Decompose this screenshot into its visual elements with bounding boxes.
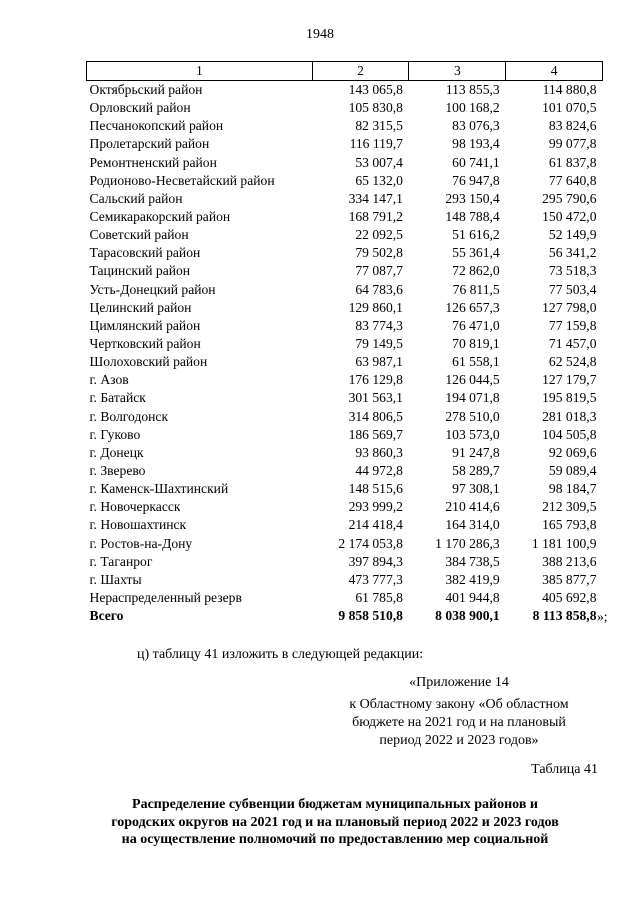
table-row [87,444,603,462]
value-2023: 150 472,0 [542,209,597,225]
column-header-3: 3 [409,62,506,81]
quote-close-mark: »; [597,609,608,624]
table-row [87,335,603,353]
value-2022: 103 573,0 [445,426,500,442]
table-row [87,154,603,172]
table-row [87,262,603,280]
table-row [87,99,603,117]
table-row [87,299,603,317]
value-2022: 293 150,4 [445,190,500,206]
table-row [87,81,603,100]
appendix-title: «Приложение 14 [409,675,509,690]
row-name: г. Шахты [89,571,142,587]
row-name: Песчанокопский район [89,118,224,134]
table-row [87,208,603,226]
row-name: г. Донецк [89,444,144,460]
row-name: Октябрьский район [89,82,203,98]
value-2022: 126 657,3 [445,299,500,315]
value-2022: 278 510,0 [445,408,500,424]
appendix-line-1: к Областному закону «Об областном [349,697,569,712]
value-2023: 114 880,8 [542,82,597,98]
table-row [87,426,603,444]
value-2023: 92 069,6 [548,444,597,460]
value-2021: 314 806,5 [348,408,403,424]
value-2022: 60 741,1 [452,154,500,170]
value-2023: 295 790,6 [542,190,597,206]
table-row [87,553,603,571]
table-row [87,317,603,335]
value-2022: 55 361,4 [452,245,500,261]
value-2022: 194 071,8 [445,390,500,406]
column-header-1: 1 [87,62,313,81]
value-2022: 126 044,5 [445,372,500,388]
value-2021: 65 132,0 [355,172,403,188]
table-row [87,281,603,299]
value-2023: 1 181 100,9 [531,535,597,551]
value-2021: 116 119,7 [349,136,403,152]
value-2021: 214 418,4 [348,517,403,533]
total-value-2021: 9 858 510,8 [338,608,403,624]
table-row [87,462,603,480]
value-2023: 195 819,5 [542,390,597,406]
value-2022: 97 308,1 [452,481,500,497]
table-row [87,371,603,389]
budget-table [86,61,603,625]
value-2021: 397 894,3 [348,553,403,569]
value-2022: 76 471,0 [452,317,500,333]
total-label: Всего [89,608,124,624]
table-row [87,190,603,208]
value-2021: 2 174 053,8 [338,535,403,551]
value-2022: 100 168,2 [445,100,500,116]
value-2022: 70 819,1 [452,336,500,352]
value-2021: 301 563,1 [348,390,403,406]
page-number: 1948 [306,27,334,42]
value-2023: 83 824,6 [548,118,597,134]
value-2023: 71 457,0 [548,336,597,352]
value-2023: 62 524,8 [548,354,597,370]
table-row [87,589,603,607]
value-2022: 83 076,3 [452,118,500,134]
row-name: г. Каменск-Шахтинский [89,481,229,497]
table-row [87,117,603,135]
row-name: Орловский район [89,100,191,116]
value-2021: 176 129,8 [348,372,403,388]
row-name: Усть-Донецкий район [89,281,216,297]
table-row [87,480,603,498]
row-name: Советский район [89,227,189,243]
value-2023: 73 518,3 [548,263,597,279]
value-2021: 63 987,1 [355,354,403,370]
value-2021: 79 502,8 [355,245,403,261]
value-2023: 385 877,7 [542,571,597,587]
appendix-line-2: бюджете на 2021 год и на плановый [352,715,566,730]
value-2021: 44 972,8 [355,463,403,479]
table-body [87,81,603,608]
value-2022: 210 414,6 [445,499,500,515]
value-2022: 76 947,8 [452,172,500,188]
value-2022: 113 855,3 [445,82,500,98]
value-2022: 51 616,2 [452,227,500,243]
row-name: г. Батайск [89,390,146,406]
total-row [87,607,603,625]
table-row [87,498,603,516]
heading-line-2: городских округов на 2021 год и на плановый период 2022 и 2023 годов [111,814,559,830]
table-row [87,226,603,244]
value-2022: 98 193,4 [452,136,500,152]
row-name: Родионово-Несветайский район [89,172,275,188]
value-2023: 61 837,8 [548,154,597,170]
value-2023: 59 089,4 [548,463,597,479]
value-2021: 105 830,8 [348,100,403,116]
value-2023: 104 505,8 [542,426,597,442]
value-2023: 165 793,8 [542,517,597,533]
value-2022: 58 289,7 [452,463,500,479]
value-2023: 388 213,6 [542,553,597,569]
row-name: Ремонтненский район [89,154,217,170]
value-2021: 93 860,3 [355,444,403,460]
value-2021: 293 999,2 [348,499,403,515]
row-name: г. Гуково [89,426,141,442]
table-row [87,172,603,190]
appendix-header [334,674,584,750]
value-2022: 148 788,4 [445,209,500,225]
value-2023: 77 640,8 [548,172,597,188]
table-row [87,244,603,262]
table-header-row [87,62,603,81]
row-name: г. Новошахтинск [89,517,187,533]
row-name: Тарасовский район [89,245,201,261]
value-2021: 22 092,5 [355,227,403,243]
row-name: г. Таганрог [89,553,153,569]
value-2023: 52 149,9 [548,227,597,243]
total-value-2023: 8 113 858,8 [532,608,597,624]
row-name: Чертковский район [89,336,201,352]
value-2022: 76 811,5 [452,281,500,297]
row-name: Сальский район [89,190,183,206]
value-2021: 129 860,1 [348,299,403,315]
value-2021: 61 785,8 [355,590,403,605]
value-2023: 405 692,8 [542,590,597,605]
value-2021: 186 569,7 [348,426,403,442]
value-2022: 164 314,0 [445,517,500,533]
value-2021: 143 065,8 [348,82,403,98]
row-name: Пролетарский район [89,136,210,152]
value-2021: 83 774,3 [355,317,403,333]
value-2022: 401 944,8 [445,590,500,605]
value-2021: 79 149,5 [355,336,403,352]
value-2022: 1 170 286,3 [435,535,500,551]
row-name: Тацинский район [89,263,191,279]
row-name: Шолоховский район [89,354,208,370]
value-2021: 148 515,6 [348,481,403,497]
value-2022: 72 862,0 [452,263,500,279]
value-2023: 56 341,2 [548,245,597,261]
value-2021: 473 777,3 [348,571,403,587]
value-2021: 168 791,2 [348,209,403,225]
heading-line-1: Распределение субвенции бюджетам муниципальных районов и [132,797,538,812]
value-2021: 77 087,7 [355,263,403,279]
value-2022: 382 419,9 [445,571,500,587]
value-2023: 99 077,8 [548,136,597,152]
table-row [87,516,603,534]
row-name: г. Азов [89,372,129,388]
value-2023: 127 179,7 [542,372,597,388]
value-2021: 53 007,4 [355,154,403,170]
table-label: Таблица 41 [531,762,598,777]
table-row [87,135,603,153]
value-2021: 82 315,5 [355,118,403,134]
row-name: г. Зверево [89,463,146,479]
value-2021: 64 783,6 [355,281,403,297]
value-2022: 61 558,1 [452,354,500,370]
row-name: г. Волгодонск [89,408,169,424]
value-2023: 77 159,8 [548,317,597,333]
value-2023: 98 184,7 [548,481,597,497]
column-header-4: 4 [506,62,603,81]
amendment-instruction: ц) таблицу 41 изложить в следующей редакции: [137,647,424,662]
table-row [87,389,603,407]
value-2023: 127 798,0 [542,299,597,315]
section-heading [70,796,600,849]
column-header-2: 2 [312,62,409,81]
value-2023: 281 018,3 [542,408,597,424]
table-row [87,571,603,589]
row-name: г. Ростов-на-Дону [89,535,193,551]
value-2023: 77 503,4 [548,281,597,297]
table-row [87,353,603,371]
row-name: Семикаракорский район [89,209,231,225]
table-row [87,408,603,426]
row-name: Цимлянский район [89,317,201,333]
value-2023: 212 309,5 [542,499,597,515]
row-name: Целинский район [89,299,192,315]
value-2021: 334 147,1 [348,190,403,206]
appendix-line-3: период 2022 и 2023 годов» [379,733,539,748]
table-row [87,535,603,553]
row-name: Нераспределенный резерв [89,590,242,605]
total-value-2022: 8 038 900,1 [435,608,500,624]
row-name: г. Новочеркасск [89,499,181,515]
value-2023: 101 070,5 [542,100,597,116]
value-2022: 91 247,8 [452,444,500,460]
value-2022: 384 738,5 [445,553,500,569]
heading-line-3: на осуществление полномочий по предоставлению мер социальной [121,832,549,847]
